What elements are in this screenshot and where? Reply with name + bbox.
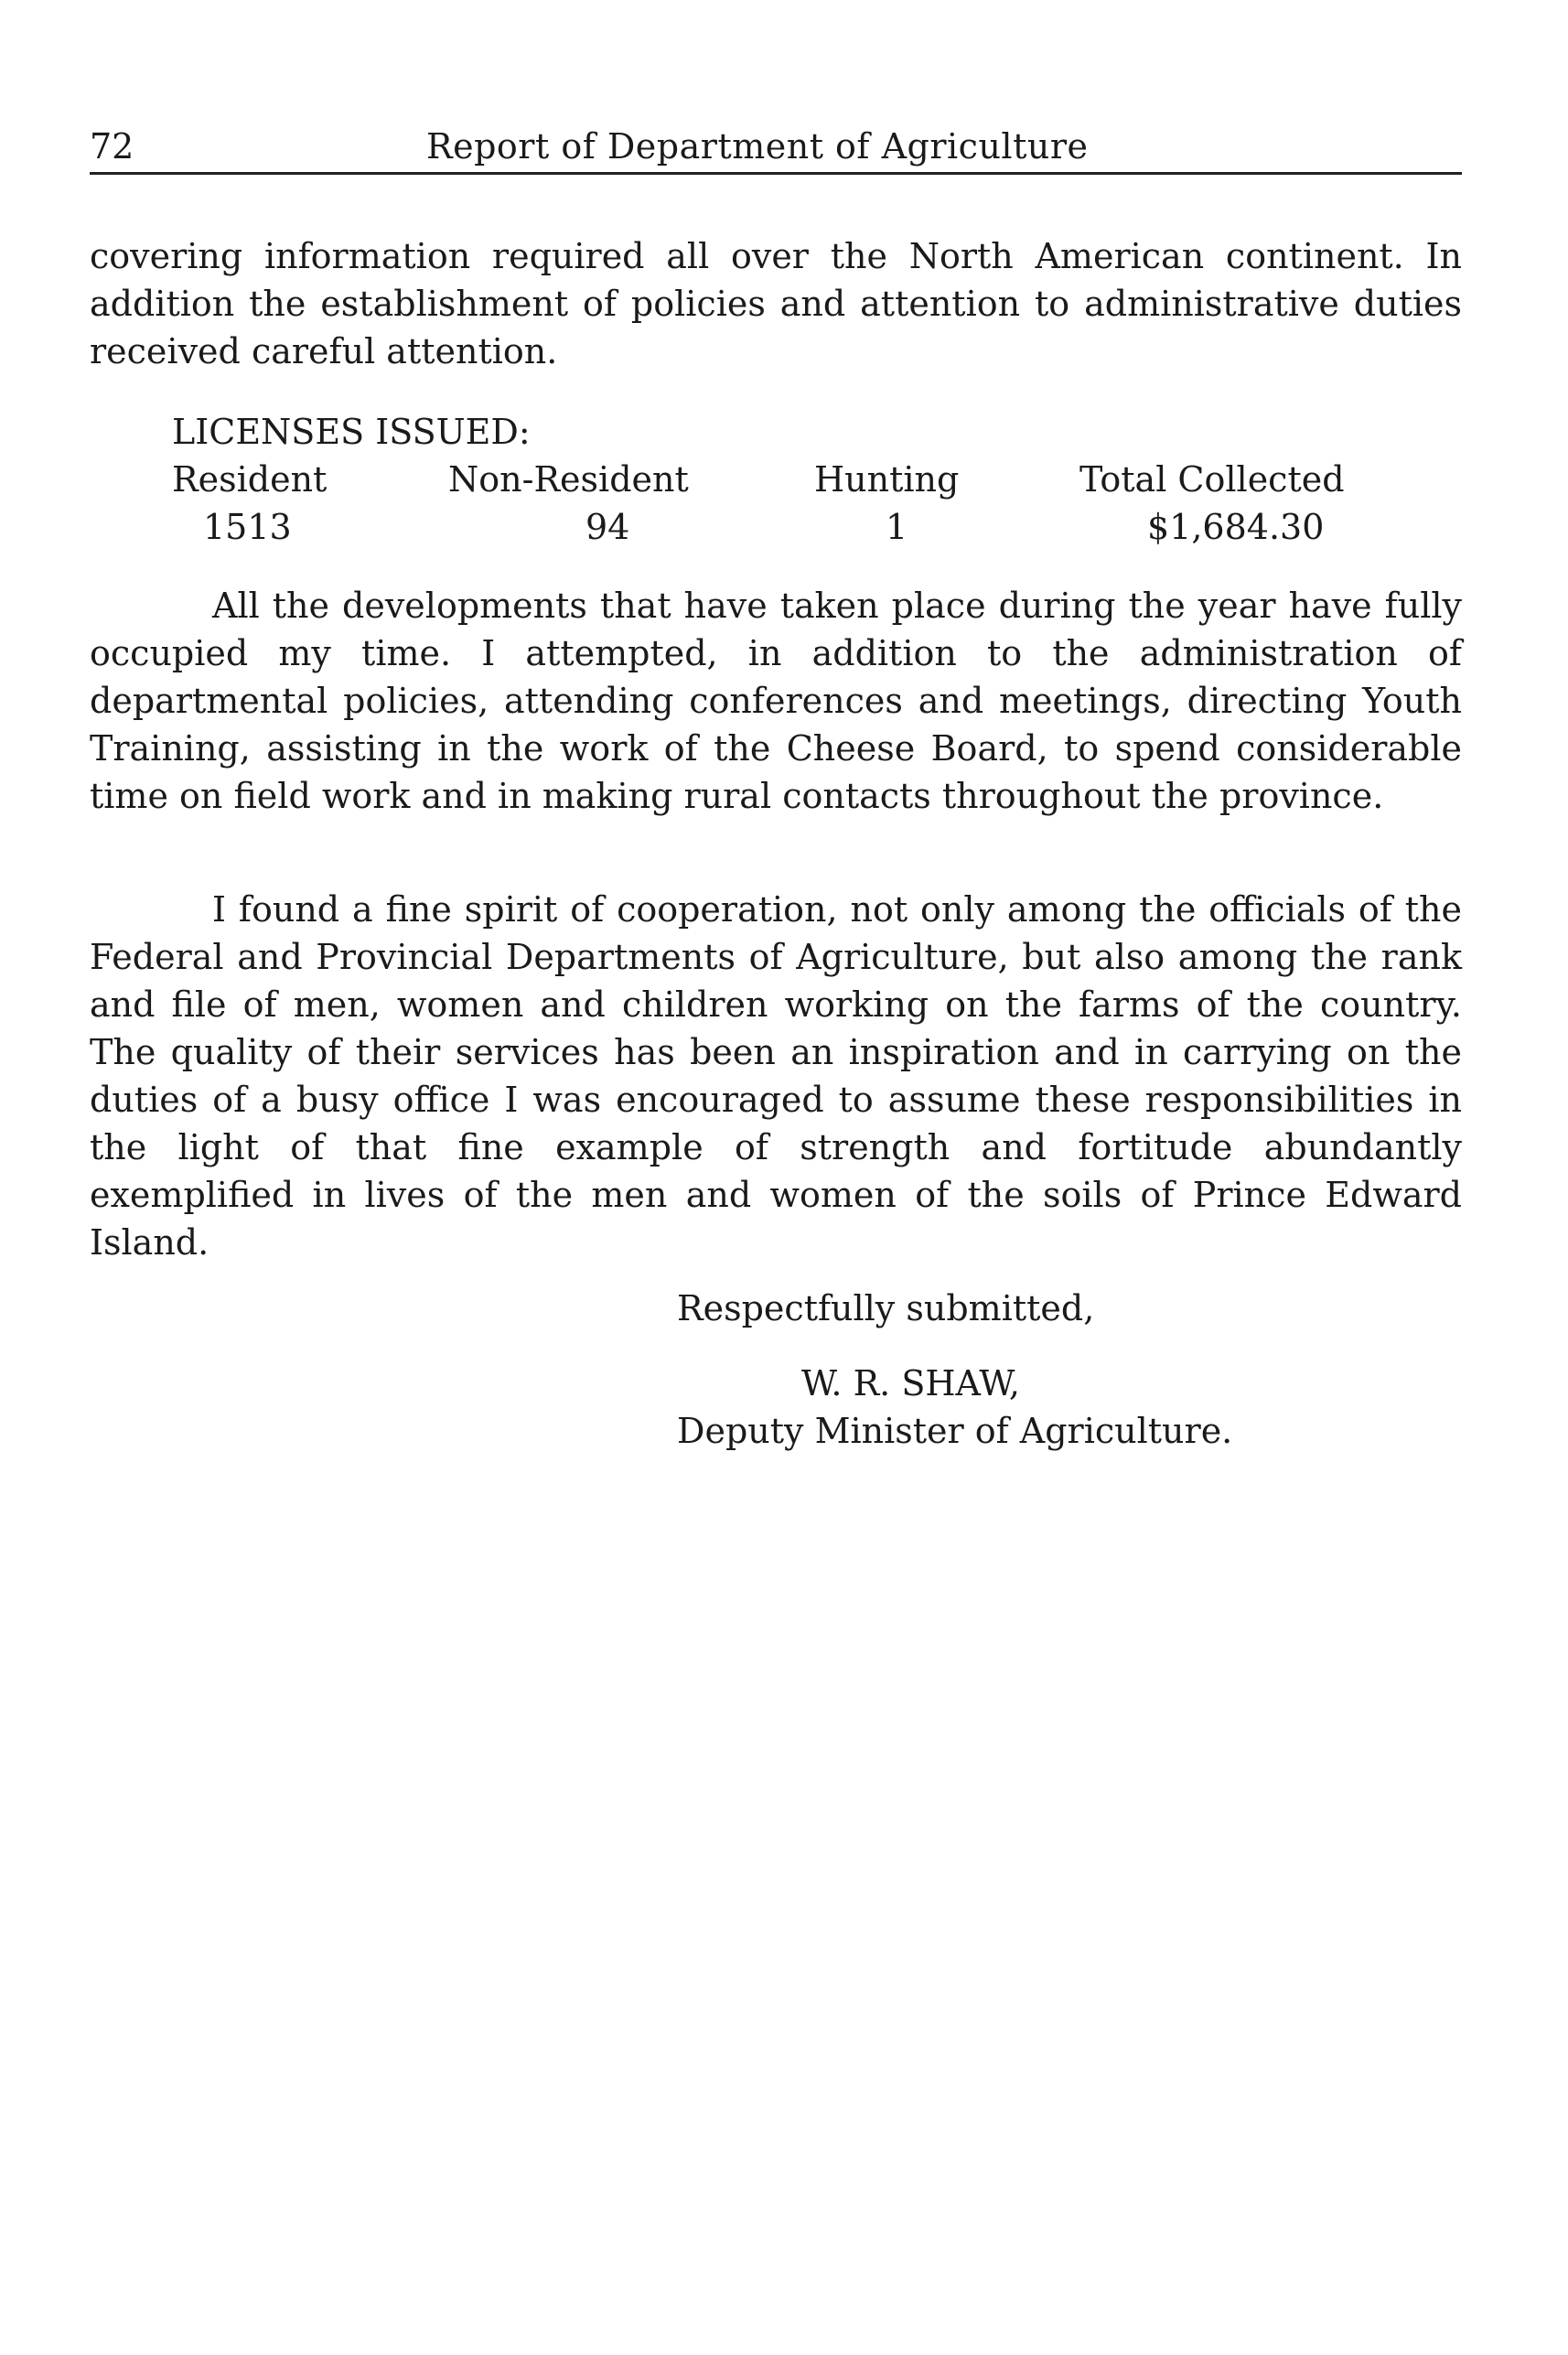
value-non-resident: 94 — [585, 507, 630, 547]
value-resident: 1513 — [203, 507, 292, 547]
closing-line: Respectfully submitted, — [677, 1288, 1095, 1328]
paragraph-1 — [90, 232, 1462, 375]
licenses-value-row — [172, 503, 1370, 551]
column-header-non-resident: Non-Resident — [448, 459, 689, 500]
paragraph-3 — [90, 886, 1462, 1266]
page-number: 72 — [90, 126, 134, 167]
licenses-header-row — [172, 456, 1370, 503]
column-header-hunting: Hunting — [814, 459, 960, 500]
paragraph-2-text: All the developments that have taken place during the year have fully occupied my time. I attempted, in addition to the administration of departmental policies, attending conferences and meetings, directing Youth Training, assisting in the work of the Cheese Board, to spend considerable time on field work and in making rural contacts throughout the province. — [90, 586, 1462, 816]
licenses-heading: LICENSES ISSUED: — [172, 412, 531, 452]
signatory-name: W. R. SHAW, — [801, 1363, 1020, 1403]
column-header-resident: Resident — [172, 459, 328, 500]
column-header-total-collected: Total Collected — [1079, 459, 1345, 500]
value-total-collected: $1,684.30 — [1147, 507, 1325, 547]
running-title: Report of Department of Agriculture — [426, 126, 1089, 167]
value-hunting: 1 — [886, 507, 908, 547]
paragraph-3-text: I found a fine spirit of cooperation, not only among the officials of the Federal and Provincial Departments of Agriculture, but also among the rank and file of men, women and children working on the farms of the country. The quality of their services has been an inspiration and in carrying on the duties of a busy office I was encouraged to assume these responsibilities in the light of that fine example of strength and fortitude abundantly exemplified in lives of the men and women of the soils of Prince Edward Island. — [90, 889, 1462, 1263]
header-rule — [90, 172, 1462, 175]
signatory-title: Deputy Minister of Agriculture. — [677, 1411, 1233, 1451]
running-head — [90, 117, 1462, 176]
paragraph-1-text: covering information required all over the North American continent. In addition the establishment of policies and attention to administrative duties received careful attention. — [90, 236, 1462, 371]
paragraph-2 — [90, 582, 1462, 820]
